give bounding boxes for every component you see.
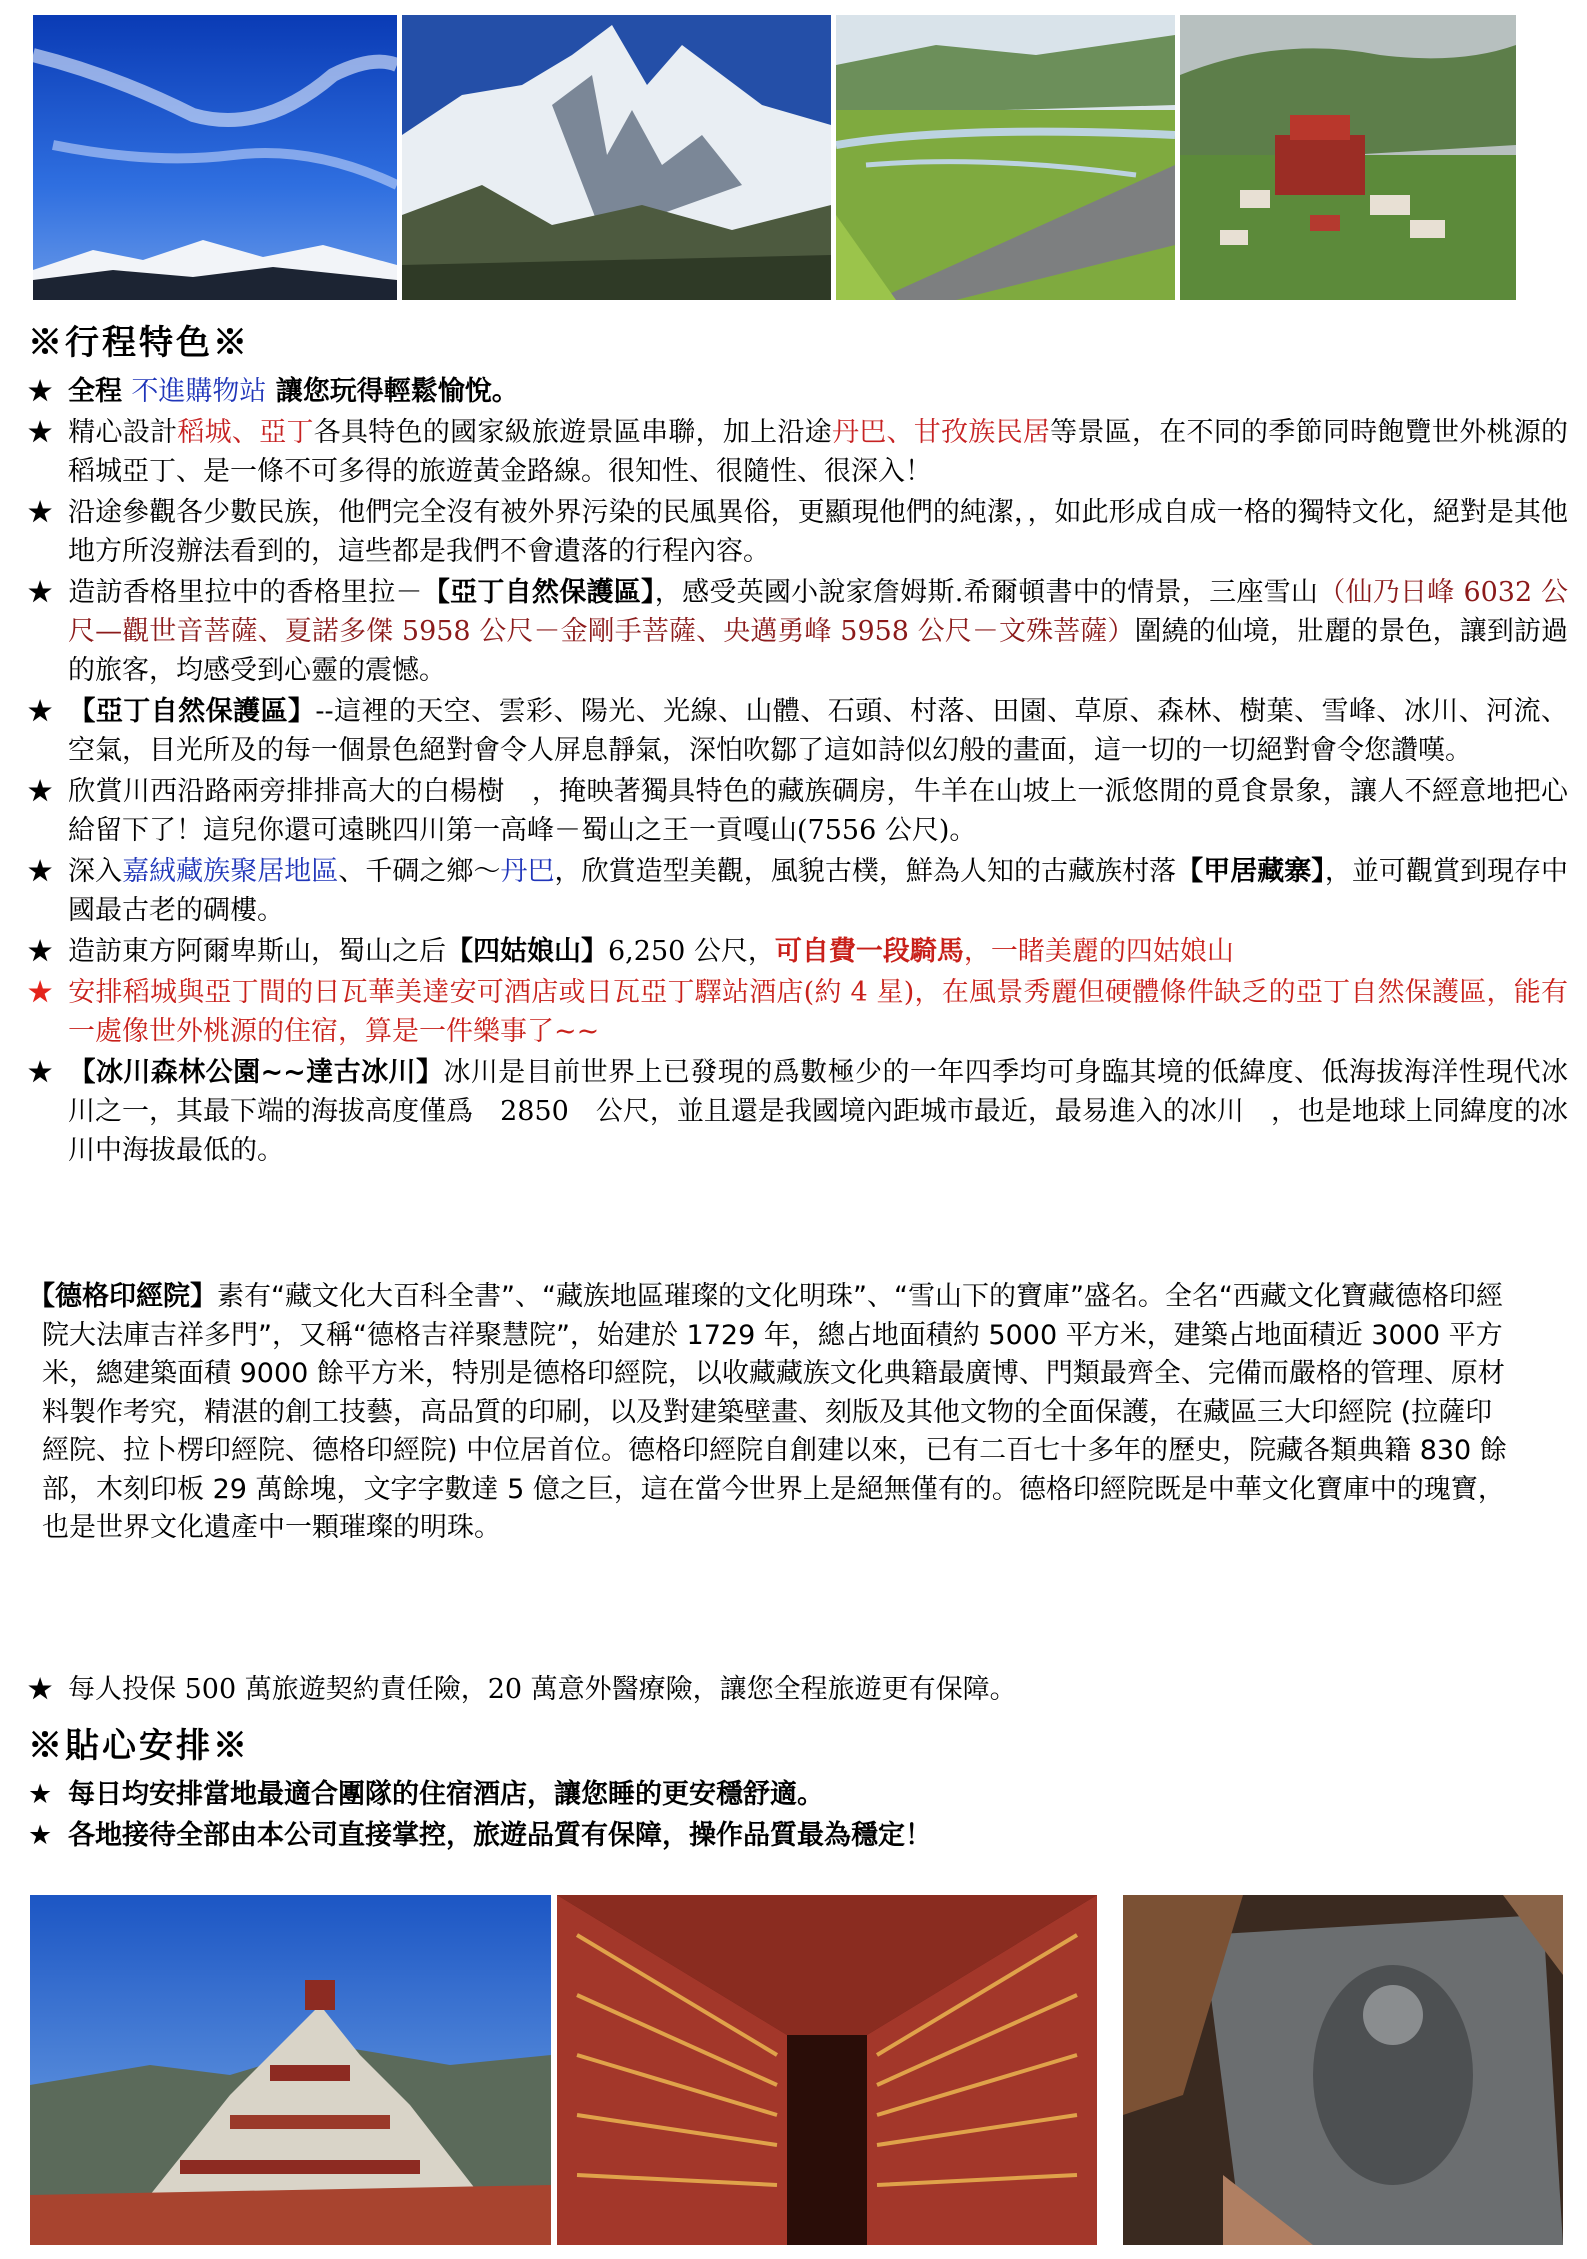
star-icon: ★ <box>28 376 53 407</box>
features-list <box>28 372 1568 1172</box>
list-item: ★ 深入嘉絨藏族聚居地區、千碉之鄉～丹巴，欣賞造型美觀，風貌古樸，鮮為人知的古藏族村落【甲居藏寨】，並可觀賞到現存中國最古老的碉樓。 <box>28 852 1568 930</box>
star-icon: ★ <box>28 977 53 1008</box>
star-icon: ★ <box>28 936 53 967</box>
star-icon: ★ <box>28 696 53 727</box>
printing-house-shelves-photo <box>557 1895 1097 2245</box>
star-icon: ★ <box>28 1057 53 1088</box>
woodblock-carving-photo <box>1123 1895 1563 2245</box>
insurance-note <box>28 1670 1568 1711</box>
star-icon: ★ <box>28 1820 53 1851</box>
arrangements-list <box>28 1775 1568 1857</box>
star-icon: ★ <box>28 497 53 528</box>
star-icon: ★ <box>28 856 53 887</box>
grassland-road-photo <box>836 15 1175 300</box>
list-item: ★ 全程 不進購物站 讓您玩得輕鬆愉悅。 <box>28 372 1568 411</box>
list-item: ★ 【亞丁自然保護區】--這裡的天空、雲彩、陽光、光線、山體、石頭、村落、田園、草原、森林、樹葉、雪峰、冰川、河流、空氣，目光所及的每一個景色絕對會令人屏息靜氣，深怕吹鄒了這如詩似幻般的畫面，這一切的一切絕對會令您讚嘆。 <box>28 692 1568 770</box>
star-icon: ★ <box>28 776 53 807</box>
dege-printing-house-paragraph: 【德格印經院】素有“藏文化大百科全書”、“藏族地區璀璨的文化明珠”、“雪山下的寶庫”盛名。全名“西藏文化寶藏德格印經院大法庫吉祥多門”，又稱“德格吉祥聚慧院”，始建於 1729 年，總占地面積約 5000 平方米，建築占地面積近 3000 平方米，總建築面積 9000 餘平方米，特別是德格印經院，以收藏藏族文化典籍最廣博、門類最齊全、完備而嚴格的管理、原材料製作考究，精湛的創工技藝，高品質的印刷，以及對建築壁畫、刻版及其他文物的全面保護，在藏區三大印經院 (拉薩印經院、拉卜楞印經院、德格印經院) 中位居首位。德格印經院自創建以來，已有二百七十多年的歷史，院藏各類典籍 830 餘部，木刻印板 29 萬餘塊，文字字數達 5 億之巨，這在當今世界上是絕無僅有的。德格印經院既是中華文化寶庫中的瑰寶，也是世界文化遺產中一顆璀璨的明珠。 <box>28 1281 1507 1543</box>
list-item: ★ 精心設計稻城、亞丁各具特色的國家級旅遊景區串聯，加上沿途丹巴、甘孜族民居等景區，在不同的季節同時飽覽世外桃源的稻城亞丁、是一條不可多得的旅遊黃金路線。很知性、很隨性、很深入！ <box>28 413 1568 491</box>
snow-mountain-photo <box>402 15 831 300</box>
list-item: ★ 造訪香格里拉中的香格里拉－【亞丁自然保護區】，感受英國小說家詹姆斯.希爾頓書中的情景，三座雪山（仙乃日峰 6032 公尺—觀世音菩薩、夏諾多傑 5958 公尺－金剛手菩薩、央邁勇峰 5958 公尺－文殊菩薩）圍繞的仙境，壯麗的景色，讓到訪過的旅客，均感受到心靈的震憾。 <box>28 573 1568 690</box>
star-icon: ★ <box>28 577 53 608</box>
section-title-features: ※行程特色※ <box>28 323 250 363</box>
star-icon: ★ <box>28 1674 53 1705</box>
list-item: ★ 每人投保 500 萬旅遊契約責任險，20 萬意外醫療險，讓您全程旅遊更有保障。 <box>28 1670 1568 1709</box>
list-item: ★ 欣賞川西沿路兩旁排排高大的白楊樹 ，掩映著獨具特色的藏族碉房，牛羊在山坡上一派悠閒的覓食景象，讓人不經意地把心給留下了！這兒你還可遠眺四川第一高峰－蜀山之王一貢嘎山(7556 公尺)。 <box>28 772 1568 850</box>
tibetan-monastery-village-photo <box>1180 15 1516 300</box>
star-icon: ★ <box>28 417 53 448</box>
section-title-arrangements: ※貼心安排※ <box>28 1726 250 1766</box>
list-item: ★ 【冰川森林公園~~達古冰川】冰川是目前世界上已發現的爲數極少的一年四季均可身臨其境的低緯度、低海拔海洋性現代冰川之一，其最下端的海拔高度僅爲 2850 公尺，並且還是我國境內距城市最近，最易進入的冰川 ，也是地球上同緯度的冰川中海拔最低的。 <box>28 1053 1568 1170</box>
list-item: ★ 造訪東方阿爾卑斯山，蜀山之后【四姑娘山】6,250 公尺，可自費一段騎馬，一睹美麗的四姑娘山 <box>28 932 1568 971</box>
list-item: ★ 安排稻城與亞丁間的日瓦華美達安可酒店或日瓦亞丁驛站酒店(約 4 星)，在風景秀麗但硬體條件缺乏的亞丁自然保護區，能有一處像世外桃源的住宿，算是一件樂事了~~ <box>28 973 1568 1051</box>
blue-sky-snow-ridge-photo <box>33 15 397 300</box>
list-item: ★ 每日均安排當地最適合團隊的住宿酒店，讓您睡的更安穩舒適。 <box>28 1775 1568 1814</box>
list-item: ★ 沿途參觀各少數民族，他們完全沒有被外界污染的民風異俗，更顯現他們的純潔，，如此形成自成一格的獨特文化，絕對是其他地方所沒辦法看到的，這些都是我們不會遺落的行程內容。 <box>28 493 1568 571</box>
star-icon: ★ <box>28 1779 53 1810</box>
list-item: ★ 各地接待全部由本公司直接掌控，旅遊品質有保障，操作品質最為穩定！ <box>28 1816 1568 1855</box>
hillside-monastery-photo <box>30 1895 551 2245</box>
